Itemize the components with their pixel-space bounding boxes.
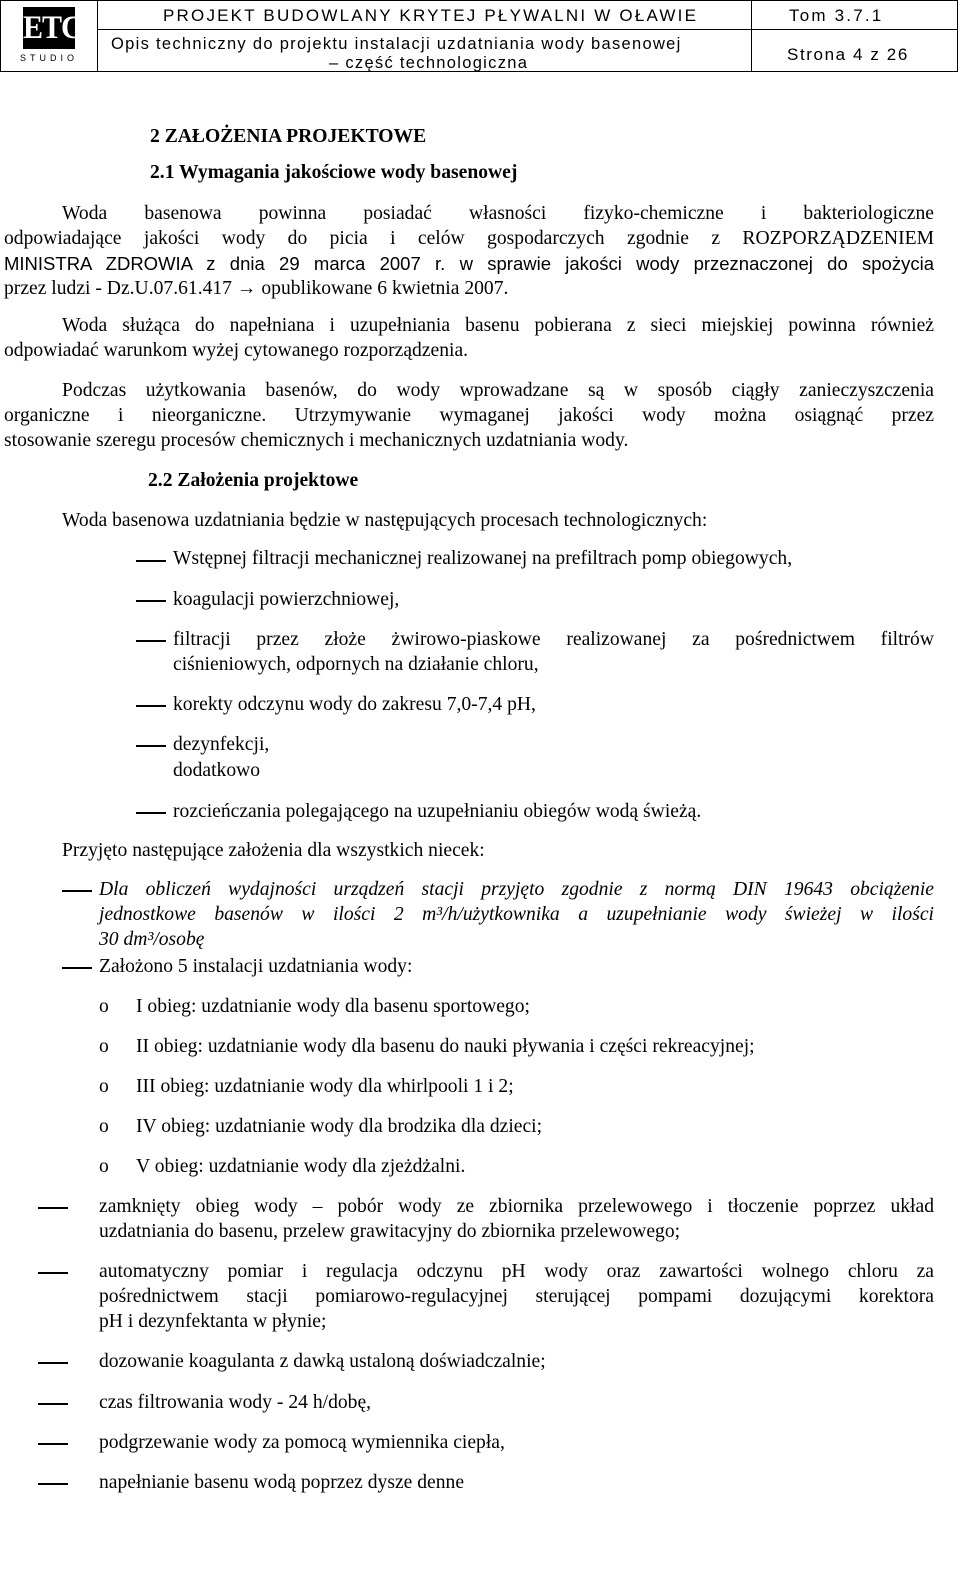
paragraph-1-line2 — [4, 226, 934, 251]
installation-item: III obieg: uzdatnianie wody dla whirlpooli 1 i 2; — [136, 1076, 514, 1097]
installation-item: II obieg: uzdatnianie wody dla basenu do nauki pływania i części rekreacyjnej; — [136, 1036, 755, 1057]
header-middle — [97, 1, 752, 71]
rest-item: czas filtrowania wody - 24 h/dobę, — [99, 1392, 372, 1413]
process-item: filtracji przez złoże żwirowo-piaskowe realizowanej za pośrednictwem filtrów — [173, 629, 934, 650]
dash-bullet — [38, 1443, 68, 1445]
circle-bullet: o — [99, 1116, 109, 1137]
process-item-cont: ciśnieniowych, odpornych na działanie chloru, — [173, 654, 539, 675]
dash-bullet — [136, 812, 166, 814]
circle-bullet: o — [99, 1156, 109, 1177]
dash-bullet — [62, 890, 92, 892]
paragraph-1-line4: przez ludzi - Dz.U.07.61.417 → opublikowane 6 kwietnia 2007. — [4, 278, 509, 299]
installation-item: V obieg: uzdatnianie wody dla zjeżdżalni. — [136, 1156, 466, 1177]
logo-studio: STUDIO — [19, 53, 78, 63]
dash-bullet — [136, 705, 166, 707]
paragraph-2-line1: Woda służąca do napełniana i uzupełniania basenu pobierana z sieci miejskiej powinna również — [62, 315, 934, 336]
page-number: Strona 4 z 26 — [787, 45, 909, 64]
rest-item: napełnianie basenu wodą poprzez dysze denne — [99, 1472, 465, 1493]
auto-line2: pośrednictwem stacji pomiarowo-regulacyjnej sterującej pompami dozującymi korektora — [99, 1286, 934, 1307]
header-right — [751, 1, 957, 71]
process-item: dezynfekcji, — [173, 734, 270, 755]
dash-bullet — [136, 745, 166, 747]
rest-item: podgrzewanie wody za pomocą wymiennika ciepła, — [99, 1432, 505, 1453]
dash-bullet — [136, 640, 166, 642]
paragraph-1-line3: MINISTRA ZDROWIA z dnia 29 marca 2007 r. w sprawie jakości wody przeznaczonej do spożycia — [4, 253, 934, 274]
doc-description-2: – część technologiczna — [329, 54, 529, 72]
dash-bullet — [38, 1272, 68, 1274]
assumption-line1: Dla obliczeń wydajności urządzeń stacji przyjęto zgodnie z normą DIN 19643 obciążenie — [99, 879, 934, 900]
process-item: koagulacji powierzchniowej, — [173, 589, 400, 610]
assumption-line2: jednostkowe basenów w ilości 2 m³/h/użytkownika a uzupełnianie wody świeżej w ilości — [99, 904, 934, 925]
assumption-line3: 30 dm³/osobę — [99, 929, 205, 950]
closed-loop-line2: uzdatniania do basenu, przelew grawitacyjny do zbiornika przelewowego; — [99, 1221, 681, 1242]
paragraph-3-line1: Podczas użytkowania basenów, do wody wprowadzane są w sposób ciągły zanieczyszczenia — [62, 380, 934, 401]
dash-bullet — [136, 600, 166, 602]
page-header — [0, 0, 958, 72]
installation-item: IV obieg: uzdatnianie wody dla brodzika dla dzieci; — [136, 1116, 543, 1137]
paragraph-2-line2: odpowiadać warunkom wyżej cytowanego rozporządzenia. — [4, 340, 469, 361]
process-item: rozcieńczania polegającego na uzupełnianiu obiegów wodą świeżą. — [173, 801, 702, 822]
dash-bullet — [38, 1362, 68, 1364]
paragraph-3-line2: organiczne i nieorganiczne. Utrzymywanie wymaganej jakości wody można osiągnąć przez — [4, 405, 934, 426]
header-row1 — [97, 1, 751, 30]
process-item: Wstępnej filtracji mechanicznej realizowanej na prefiltrach pomp obiegowych, — [173, 548, 793, 569]
doc-description: Opis techniczny do projektu instalacji uzdatniania wody basenowej — [111, 35, 682, 53]
dash-bullet — [38, 1483, 68, 1485]
installations-intro: Założono 5 instalacji uzdatniania wody: — [99, 956, 413, 977]
logo-cell — [1, 1, 98, 71]
section-heading-2-1: 2.1 Wymagania jakościowe wody basenowej — [150, 162, 518, 183]
dash-bullet — [38, 1403, 68, 1405]
dash-bullet — [38, 1207, 68, 1209]
dash-bullet — [136, 560, 166, 562]
rest-item: dozowanie koagulanta z dawką ustaloną doświadczalnie; — [99, 1351, 546, 1372]
etc-logo — [23, 7, 82, 49]
volume-number: Tom 3.7.1 — [789, 6, 884, 25]
paragraph-5: Przyjęto następujące założenia dla wszystkich niecek: — [62, 840, 485, 861]
paragraph-3-line3: stosowanie szeregu procesów chemicznych i mechanicznych uzdatniania wody. — [4, 430, 629, 451]
auto-line1: automatyczny pomiar i regulacja odczynu pH wody oraz zawartości wolnego chloru za — [99, 1261, 934, 1282]
header-row1-right — [751, 1, 957, 30]
process-item-cont: dodatkowo — [173, 760, 261, 781]
p1-line2-text: odpowiadające jakości wody do picia i celów gospodarczych zgodnie z ROZPORZĄDZENIEM — [4, 228, 934, 249]
dash-bullet — [62, 967, 92, 969]
circle-bullet: o — [99, 1036, 109, 1057]
project-title: PROJEKT BUDOWLANY KRYTEJ PŁYWALNI W OŁAWIE — [163, 6, 699, 25]
closed-loop-line1: zamknięty obieg wody – pobór wody ze zbiornika przelewowego i tłoczenie poprzez układ — [99, 1196, 934, 1217]
section-heading-2-2: 2.2 Założenia projektowe — [148, 470, 359, 491]
auto-line3: pH i dezynfektanta w płynie; — [99, 1311, 327, 1332]
section-heading-2: 2 ZAŁOŻENIA PROJEKTOWE — [150, 126, 427, 147]
circle-bullet: o — [99, 1076, 109, 1097]
process-item: korekty odczynu wody do zakresu 7,0-7,4 pH, — [173, 694, 536, 715]
paragraph-4: Woda basenowa uzdatniania będzie w następujących procesach technologicznych: — [62, 510, 708, 531]
paragraph-1-line1: Woda basenowa powinna posiadać własności fizyko-chemiczne i bakteriologiczne — [62, 203, 934, 224]
circle-bullet: o — [99, 996, 109, 1017]
logo-text: ETC — [23, 9, 82, 46]
installation-item: I obieg: uzdatnianie wody dla basenu sportowego; — [136, 996, 530, 1017]
